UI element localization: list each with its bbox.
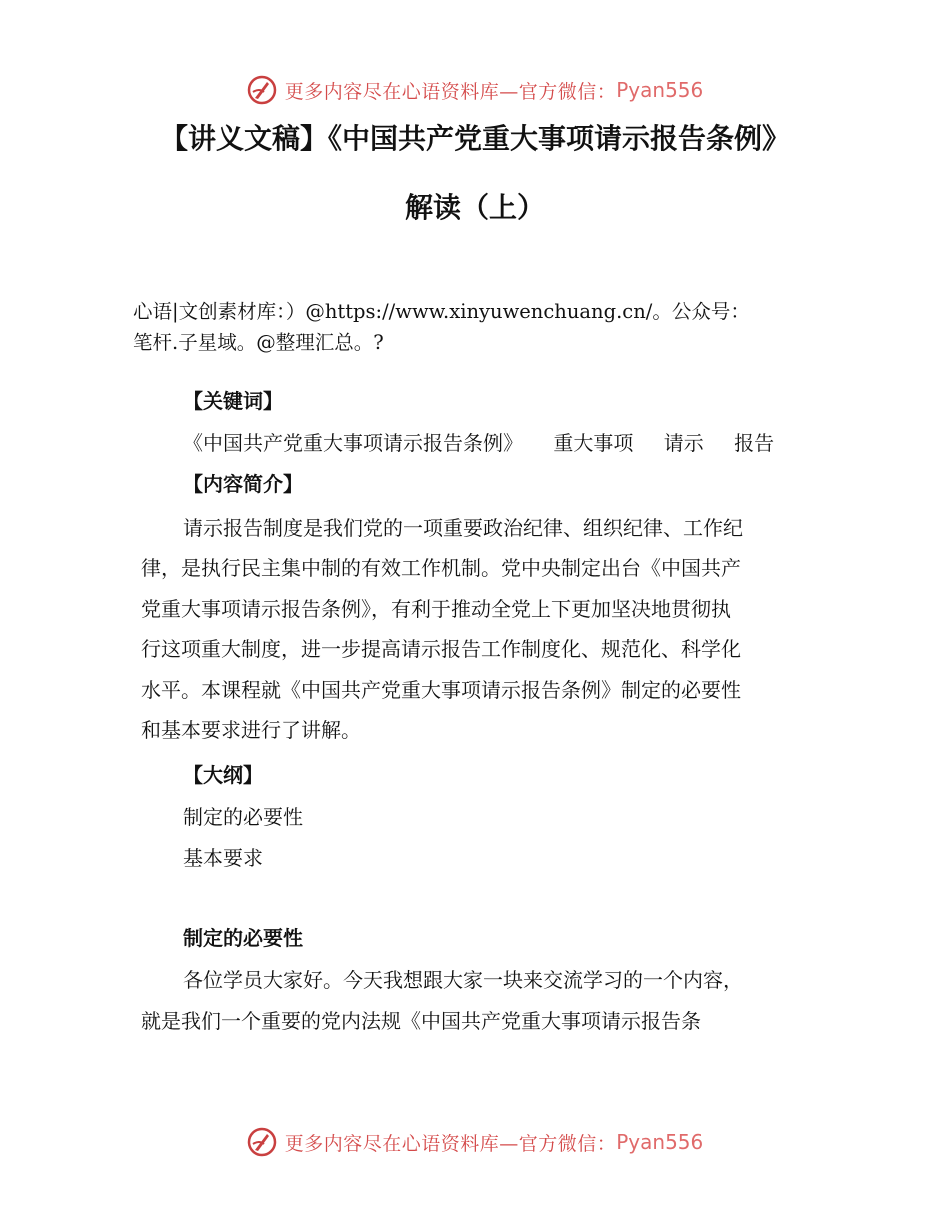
keyword-item: 《中国共产党重大事项请示报告条例》: [183, 431, 523, 455]
section-heading: 制定的必要性: [183, 926, 303, 950]
document-subtitle: 解读（上）: [404, 191, 545, 224]
intro-line: 律，是执行民主集中制的有效工作机制。党中央制定出台《中国共产: [141, 556, 741, 580]
intro-line: 水平。本课程就《中国共产党重大事项请示报告条例》制定的必要性: [141, 678, 741, 702]
keyword-item: 请示: [663, 431, 704, 455]
banner-wechat-id: Pyan556: [616, 78, 704, 102]
intro-line: 行这项重大制度，进一步提高请示报告工作制度化、规范化、科学化: [141, 637, 741, 661]
body-line: 就是我们一个重要的党内法规《中国共产党重大事项请示报告条: [141, 1009, 701, 1033]
outline-heading: 【大纲】: [183, 763, 263, 787]
intro-line: 党重大事项请示报告条例》，有利于推动全党上下更加坚决地贯彻执: [141, 597, 731, 621]
keywords-list: [183, 427, 798, 456]
banner-text: 更多内容尽在心语资料库—官方微信：: [284, 80, 617, 103]
source-line-1: 心语|文创素材库：）@https://www.xinyuwenchuang.cn/。公众号：: [133, 300, 750, 323]
banner-text: 更多内容尽在心语资料库—官方微信：: [284, 1132, 617, 1155]
keyword-item: 报告: [734, 431, 775, 455]
banner-wechat-id: Pyan556: [616, 1130, 704, 1154]
intro-line: 和基本要求进行了讲解。: [141, 718, 361, 742]
document-title: 【讲义文稿】《中国共产党重大事项请示报告条例》: [159, 122, 790, 155]
intro-line: 请示报告制度是我们党的一项重要政治纪律、组织纪律、工作纪: [183, 516, 743, 540]
header-banner: [0, 70, 950, 110]
quill-logo-icon: [247, 1127, 277, 1157]
intro-heading: 【内容简介】: [183, 472, 303, 496]
outline-item: 制定的必要性: [183, 805, 303, 829]
outline-item: 基本要求: [183, 846, 263, 870]
keywords-heading: 【关键词】: [183, 389, 283, 413]
body-line: 各位学员大家好。今天我想跟大家一块来交流学习的一个内容，: [183, 968, 743, 992]
keyword-item: 重大事项: [553, 431, 634, 455]
source-line-2: 笔杆.子星域。@整理汇总。?: [133, 331, 384, 354]
footer-banner: [0, 1122, 950, 1162]
quill-logo-icon: [247, 75, 277, 105]
